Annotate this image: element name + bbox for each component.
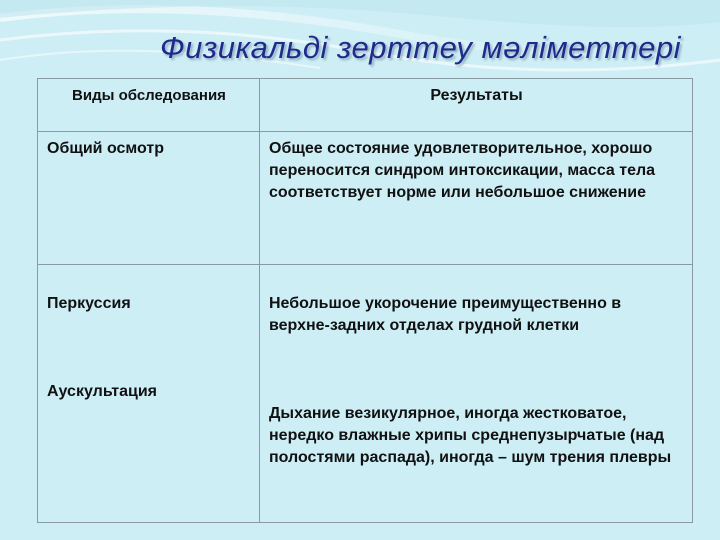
method-percussion: Перкуссия (47, 295, 131, 312)
result-cell (260, 265, 693, 523)
slide-title: Физикальді зерттеу мәліметтері (160, 30, 682, 65)
table-row (38, 265, 693, 523)
method-cell (38, 265, 260, 523)
result-auscultation: Дыхание везикулярное, иногда жестковатое, нередко влажные хрипы среднепузырчатые (над полостями распада), иногда – шум трения плевры (269, 405, 672, 466)
method-auscultation: Аускультация (47, 383, 157, 400)
header-methods: Виды обследования (38, 79, 260, 132)
table-header-row (38, 79, 693, 132)
result-cell: Общее состояние удовлетворительное, хорошо переносится синдром интоксикации, масса тела соответствует норме или небольшое снижение (260, 132, 693, 265)
result-percussion: Небольшое укорочение преимущественно в верхне-задних отделах грудной клетки (269, 295, 622, 334)
table-row (38, 132, 693, 265)
examination-table (37, 78, 693, 523)
header-results: Результаты (260, 79, 693, 132)
method-cell: Общий осмотр (38, 132, 260, 265)
